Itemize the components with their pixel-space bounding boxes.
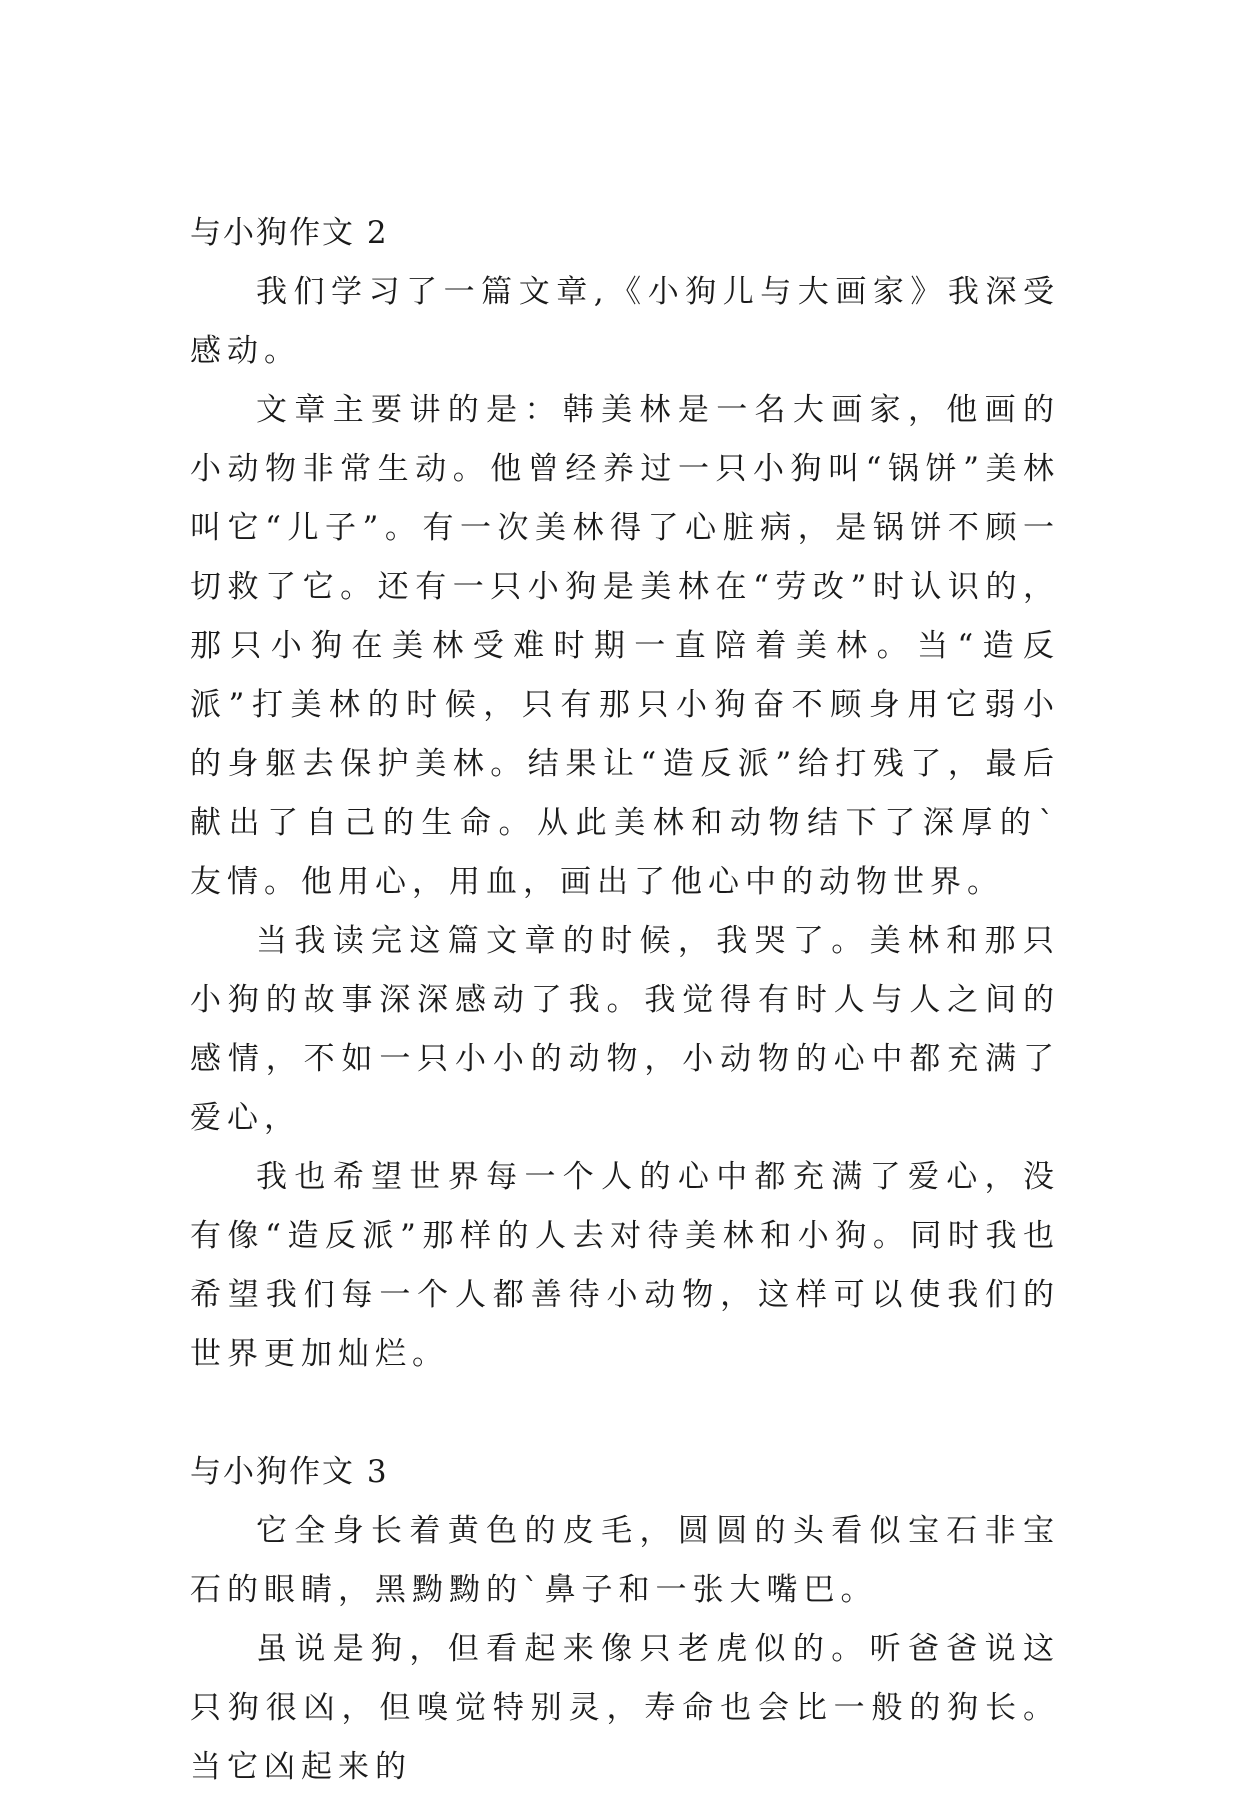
paragraph: 虽说是狗，但看起来像只老虎似的。听爸爸说这只狗很凶，但嗅觉特别灵，寿命也会比一般的狗长。当它凶起来的 (190, 1631, 1060, 1785)
paragraph: 当我读完这篇文章的时候，我哭了。美林和那只小狗的故事深深感动了我。我觉得有时人与人之间的感情，不如一只小小的动物，小动物的心中都充满了爱心， (190, 923, 1060, 1136)
section-spacer (190, 1384, 1060, 1443)
section-title-2: 与小狗作文 2 (190, 215, 389, 251)
paragraph: 它全身长着黄色的皮毛，圆圆的头看似宝石非宝石的眼睛，黑黝黝的`鼻子和一张大嘴巴。 (190, 1513, 1060, 1608)
paragraph: 文章主要讲的是：韩美林是一名大画家，他画的小动物非常生动。他曾经养过一只小狗叫“锅饼”美林叫它“儿子”。有一次美林得了心脏病，是锅饼不顾一切救了它。还有一只小狗是美林在“劳改”时认识的，那只小狗在美林受难时期一直陪着美林。当“造反派”打美林的时候，只有那只小狗奋不顾身用它弱小的身躯去保护美林。结果让“造反派”给打残了，最后献出了自己的生命。从此美林和动物结下了深厚的`友情。他用心，用血，画出了他心中的动物世界。 (190, 392, 1060, 900)
section-title-3: 与小狗作文 3 (190, 1454, 389, 1490)
paragraph: 我们学习了一篇文章,《小狗儿与大画家》我深受感动。 (190, 274, 1060, 369)
paragraph: 我也希望世界每一个人的心中都充满了爱心，没有像“造反派”那样的人去对待美林和小狗。同时我也希望我们每一个人都善待小动物，这样可以使我们的世界更加灿烂。 (190, 1159, 1060, 1372)
document-body (190, 204, 1060, 1797)
